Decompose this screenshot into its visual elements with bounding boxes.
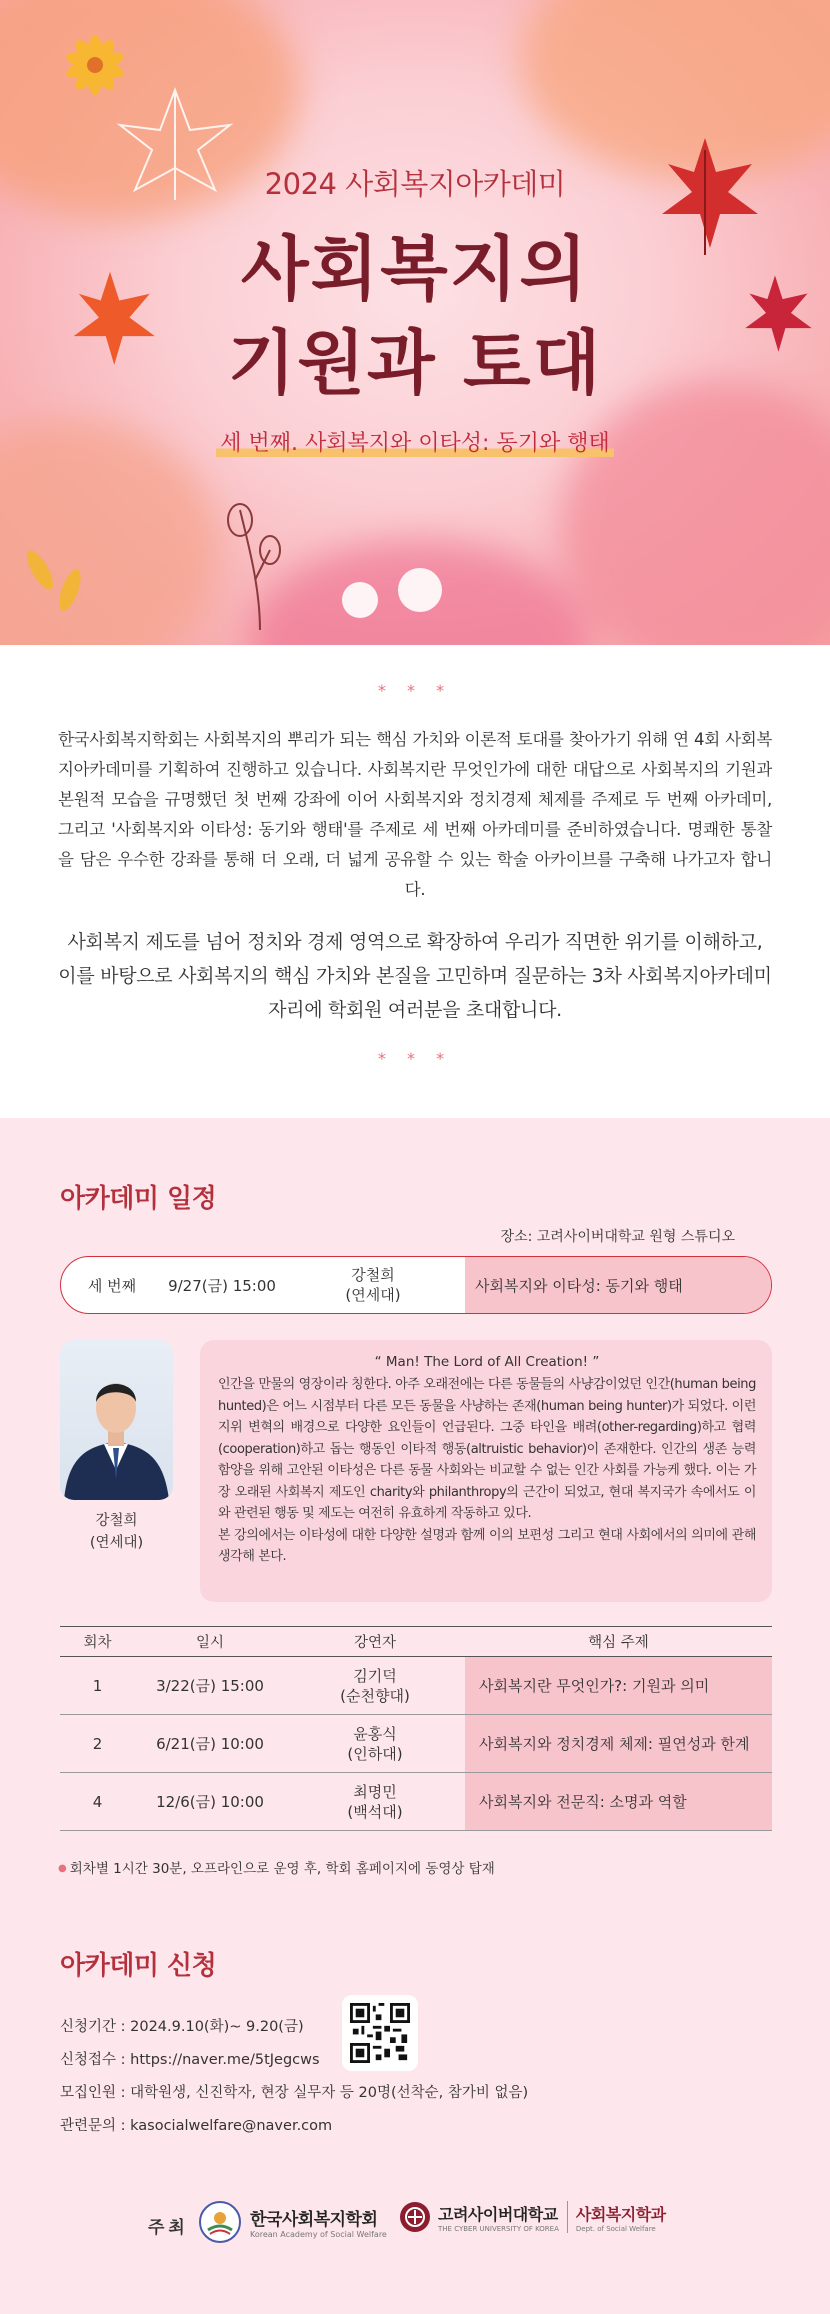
apply-period: 신청기간 : 2024.9.10(화)~ 9.20(금): [60, 2019, 304, 2035]
speaker-photo: [60, 1340, 173, 1500]
host-label: 주최: [148, 2218, 189, 2238]
header-round: 회차: [60, 1627, 135, 1657]
qr-code-icon: [350, 2003, 410, 2063]
speaker-caption-name: 강철희: [95, 1513, 138, 1529]
header-topic: 핵심 주제: [465, 1627, 772, 1657]
header-speaker: 강연자: [285, 1627, 465, 1657]
apply-contact[interactable]: 관련문의 : kasocialwelfare@naver.com: [60, 2118, 333, 2134]
qr-code[interactable]: [342, 1995, 418, 2071]
cell-speaker: 김기덕 (순천향대): [285, 1657, 465, 1715]
cell-speaker: 최명민 (백석대): [285, 1773, 465, 1831]
bullet-icon: ●: [58, 1863, 67, 1874]
lecture-summary-box: [200, 1340, 772, 1602]
quote-title: Man! The Lord of All Creation!: [385, 1354, 589, 1370]
tagline-text: 세 번째. 사회복지와 이타성: 동기와 행태: [216, 431, 613, 459]
note-text: 회차별 1시간 30분, 오프라인으로 운영 후, 학회 홈페이지에 동영상 탑재: [69, 1861, 495, 1877]
speaker-portrait-icon: [60, 1340, 173, 1500]
intro-section: [0, 645, 830, 1118]
table-row: [60, 1773, 772, 1831]
page-title: [0, 222, 830, 410]
featured-speaker: [281, 1265, 465, 1305]
cell-speaker: 윤홍식 (인하대): [285, 1715, 465, 1773]
title-line-1: 사회복지의: [240, 228, 590, 310]
featured-topic: 사회복지와 이타성: 동기와 행태: [465, 1257, 771, 1313]
yellow-leaves-icon: [20, 540, 100, 640]
invitation-line: 자리에 학회원 여러분을 초대합니다.: [268, 999, 562, 1021]
academy-subtitle: 2024 사회복지아카데미: [264, 167, 566, 201]
divider: [567, 2201, 568, 2233]
footer-hosts: [0, 2195, 830, 2255]
invitation-paragraph: [50, 925, 780, 1027]
org1-logo: [198, 2200, 387, 2244]
schedule-heading: 아카데미 일정: [60, 1178, 216, 1215]
table-row: [60, 1715, 772, 1773]
cell-topic: 사회복지와 전문직: 소명과 역할: [465, 1773, 772, 1831]
speaker-affiliation: (연세대): [345, 1286, 401, 1304]
quote-heading: “ Man! The Lord of All Creation! ”: [374, 1354, 600, 1370]
cell-datetime: 6/21(금) 10:00: [135, 1715, 285, 1773]
org2-name: 고려사이버대학교: [438, 2204, 558, 2224]
white-flower-icon: [330, 560, 450, 645]
org2-department: 사회복지학과: [575, 2204, 666, 2224]
table-header-row: [60, 1627, 772, 1657]
invitation-line: 이를 바탕으로 사회복지의 핵심 가치와 본질을 고민하며 질문하는 3차 사회복지아카데미: [58, 965, 772, 987]
speaker-caption-affil: (연세대): [89, 1535, 144, 1551]
featured-datetime: 9/27(금) 15:00: [168, 1276, 276, 1295]
apply-heading: 아카데미 신청: [60, 1945, 216, 1982]
apply-url-link[interactable]: 신청접수 : https://naver.me/5tJegcws: [60, 2052, 320, 2068]
apply-recruit: 모집인원 : 대학원생, 신진학자, 현장 실무자 등 20명(선착순, 참가비 없음): [60, 2085, 529, 2101]
dried-flower-icon: [200, 490, 310, 630]
org1-english: Korean Academy of Social Welfare: [250, 2230, 387, 2239]
schedule-table: [60, 1626, 772, 1831]
org2-department-english: Dept. of Social Welfare: [575, 2224, 656, 2233]
featured-round: 세 번째: [87, 1276, 137, 1295]
header-datetime: 일시: [135, 1627, 285, 1657]
org2-english: THE CYBER UNIVERSITY OF KOREA: [438, 2224, 559, 2233]
kasw-emblem-icon: [198, 2200, 242, 2244]
lecture-tagline: [0, 426, 830, 457]
title-line-2: 기원과 토대: [227, 322, 603, 404]
cell-round: 1: [60, 1657, 135, 1715]
watercolor-wash: [560, 380, 830, 645]
apply-info: [60, 2011, 528, 2143]
org2-logo: [398, 2200, 666, 2234]
cell-topic: 사회복지란 무엇인가?: 기원과 의미: [465, 1657, 772, 1715]
stars-divider: * * *: [377, 1049, 453, 1068]
speaker-name: 강철희: [351, 1266, 395, 1284]
cell-datetime: 12/6(금) 10:00: [135, 1773, 285, 1831]
speaker-caption: [60, 1510, 173, 1554]
cuk-emblem-icon: [398, 2200, 432, 2234]
cell-datetime: 3/22(금) 15:00: [135, 1657, 285, 1715]
table-row: [60, 1657, 772, 1715]
hero-banner: [0, 0, 830, 645]
venue-text: 장소: 고려사이버대학교 원형 스튜디오: [500, 1229, 735, 1245]
featured-session-row: [60, 1256, 772, 1314]
schedule-note: [58, 1857, 495, 1877]
stars-divider: * * *: [377, 681, 453, 700]
org1-name: 한국사회복지학회: [250, 2210, 378, 2230]
quote-body: 인간을 만물의 영장이라 칭한다. 아주 오래전에는 다른 동물들의 사냥감이었던 인간(human being hunted)은 어느 시점부터 다른 모든 동물을 사냥하는 존재(human being hunter)가 되었다. 이런 지위 변혁의 배경으로 다양한 요인들이 언급된다. 그중 타인을 배려(other-regarding)하고 협력(cooperation)하고 돕는 행동인 이타적 행동(altruistic behavior)이 존재한다. 인간의 생존 능력 함양을 위해 고안된 이타성은 다른 동물 사회와는 비교할 수 없는 인간 사회를 가능케 했다. 이는 가장 오래된 사회복지 제도인 charity와 philanthropy의 근간이 되었고, 현대 복지국가 속에서도 이와 관련된 행동 및 제도는 여전히 유효하게 작동하고 있다.: [218, 1377, 756, 1521]
intro-paragraph: 한국사회복지학회는 사회복지의 뿌리가 되는 핵심 가치와 이론적 토대를 찾아가기 위해 연 4회 사회복지아카데미를 기획하여 진행하고 있습니다. 사회복지란 무엇인가에 대한 대답으로 사회복지의 기원과 본원적 모습을 규명했던 첫 번째 강좌에 이어 사회복지와 정치경제 체제를 주제로 두 번째 아카데미, 그리고 '사회복지와 이타성: 동기와 행태'를 주제로 세 번째 아카데미를 준비하였습니다. 명쾌한 통찰을 담은 우수한 강좌를 통해 더 오래, 더 넓게 공유할 수 있는 학술 아카이브를 구축해 나가고자 합니다.: [58, 730, 772, 899]
cell-topic: 사회복지와 정치경제 체제: 필연성과 한계: [465, 1715, 772, 1773]
cell-round: 2: [60, 1715, 135, 1773]
cell-round: 4: [60, 1773, 135, 1831]
quote-body-conclusion: 본 강의에서는 이타성에 대한 다양한 설명과 함께 이의 보편성 그리고 현대 사회에서의 의미에 관해 생각해 본다.: [218, 1527, 756, 1564]
invitation-line: 사회복지 제도를 넘어 정치와 경제 영역으로 확장하여 우리가 직면한 위기를 이해하고,: [67, 931, 763, 953]
